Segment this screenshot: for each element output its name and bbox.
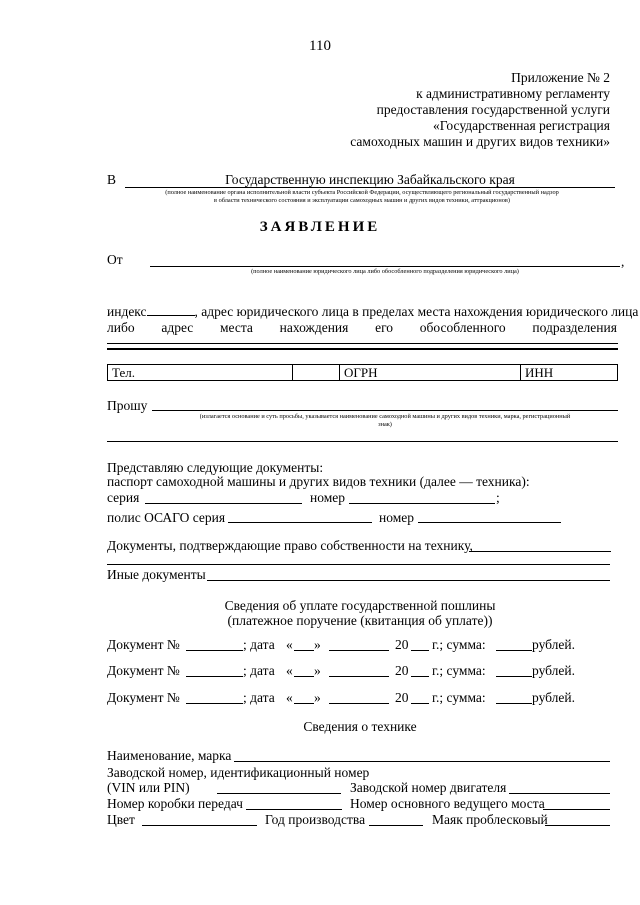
request-note-2: знак) bbox=[378, 421, 392, 428]
request-note-1: (излагается основание и суть просьбы, указывается наименование самоходной машины и других видов техники, марка, регистрационный bbox=[199, 413, 571, 420]
index-label: индекс bbox=[107, 304, 147, 319]
from-note: (полное наименование юридического лица либо обособленного подразделения юридического лица) bbox=[251, 268, 519, 275]
doc-label: Документ № bbox=[107, 663, 180, 678]
factory-label: Заводской номер, идентификационный номер bbox=[107, 765, 370, 780]
open-quote: « bbox=[286, 690, 293, 705]
address-text: , адрес юридического лица в пределах места нахождения юридического лица bbox=[194, 304, 639, 319]
tech-title: Сведения о технике bbox=[303, 719, 417, 734]
ownership-label: Документы, подтверждающие право собственности на технику, bbox=[107, 538, 473, 553]
open-quote: « bbox=[286, 637, 293, 652]
sum-field[interactable] bbox=[496, 676, 532, 677]
appendix-line: самоходных машин и других видов техники» bbox=[350, 134, 610, 149]
osago-number-label: номер bbox=[379, 510, 415, 525]
close-quote: » bbox=[314, 690, 321, 705]
doc-number-field[interactable] bbox=[186, 650, 243, 651]
month-field[interactable] bbox=[329, 703, 389, 704]
day-field[interactable] bbox=[294, 650, 314, 651]
date-label: ; дата bbox=[243, 637, 275, 652]
sum-field[interactable] bbox=[496, 703, 532, 704]
index-field[interactable] bbox=[147, 304, 195, 316]
rub-label: рублей. bbox=[532, 637, 576, 652]
passport-number-field[interactable] bbox=[349, 503, 495, 504]
address-word: либо bbox=[107, 320, 135, 335]
ogrn-cell[interactable] bbox=[340, 365, 521, 381]
address-word: нахождения bbox=[279, 320, 349, 335]
year-prefix: 20 bbox=[395, 637, 409, 652]
doc-number-field[interactable] bbox=[186, 676, 243, 677]
color-label: Цвет bbox=[107, 812, 135, 827]
vin-field[interactable] bbox=[217, 793, 341, 794]
address-word: его bbox=[375, 320, 394, 335]
page-number: 110 bbox=[309, 38, 331, 54]
date-label: ; дата bbox=[243, 663, 275, 678]
address-line-1 bbox=[107, 304, 638, 320]
production-year-field[interactable] bbox=[369, 825, 423, 826]
tel-extra-cell[interactable] bbox=[293, 365, 340, 381]
month-field[interactable] bbox=[329, 650, 389, 651]
rub-label: рублей. bbox=[532, 663, 576, 678]
engine-field[interactable] bbox=[509, 793, 610, 794]
osago-number-field[interactable] bbox=[418, 522, 561, 523]
open-quote: « bbox=[286, 663, 293, 678]
other-docs-field[interactable] bbox=[207, 580, 610, 581]
close-quote: » bbox=[314, 637, 321, 652]
tech-name-field[interactable] bbox=[234, 761, 610, 762]
to-note-1: (полное наименование органа исполнительной власти субъекта Российской Федерации, осуществляющего региональный государственный надзор bbox=[165, 189, 559, 196]
appendix-line: к административному регламенту bbox=[416, 86, 610, 101]
document-title: ЗАЯВЛЕНИЕ bbox=[259, 219, 381, 235]
inn-cell[interactable] bbox=[521, 365, 618, 381]
from-comma: , bbox=[621, 254, 625, 269]
axle-label: Номер основного ведущего моста bbox=[350, 796, 545, 811]
gearbox-label: Номер коробки передач bbox=[107, 796, 243, 811]
day-field[interactable] bbox=[294, 703, 314, 704]
payment-subtitle: (платежное поручение (квитанция об уплате)) bbox=[227, 613, 493, 628]
ownership-field-2[interactable] bbox=[107, 564, 610, 565]
appendix-line: предоставления государственной услуги bbox=[376, 102, 610, 117]
documents-intro: Представляю следующие документы: bbox=[107, 460, 324, 475]
tel-label: Тел. bbox=[112, 365, 135, 380]
to-note-2: в области технического состояния и эксплуатации самоходных машин и других видов техники, аттракционов) bbox=[214, 197, 510, 204]
year-label: Год производства bbox=[265, 812, 366, 827]
semicolon: ; bbox=[496, 490, 500, 505]
request-field[interactable] bbox=[152, 410, 618, 411]
appendix-line: «Государственная регистрация bbox=[433, 118, 610, 133]
contacts-table bbox=[107, 364, 618, 381]
axle-field[interactable] bbox=[543, 809, 610, 810]
year-field[interactable] bbox=[411, 676, 429, 677]
address-word: подразделения bbox=[532, 320, 617, 335]
beacon-field[interactable] bbox=[545, 825, 610, 826]
payment-title: Сведения об уплате государственной пошлины bbox=[224, 598, 496, 613]
to-value: Государственную инспекцию Забайкальского края bbox=[225, 172, 515, 187]
year-field[interactable] bbox=[411, 650, 429, 651]
to-underline[interactable] bbox=[125, 187, 615, 188]
rub-label: рублей. bbox=[532, 690, 576, 705]
sum-label: г.; сумма: bbox=[432, 637, 486, 652]
inn-label: ИНН bbox=[525, 365, 554, 380]
vin-label: (VIN или PIN) bbox=[107, 780, 190, 795]
doc-label: Документ № bbox=[107, 690, 180, 705]
series-field[interactable] bbox=[145, 503, 302, 504]
tech-name-label: Наименование, марка bbox=[107, 748, 232, 763]
from-field[interactable] bbox=[150, 266, 620, 267]
address-line-2 bbox=[107, 320, 617, 336]
ogrn-label: ОГРН bbox=[344, 365, 378, 380]
engine-label: Заводской номер двигателя bbox=[350, 780, 507, 795]
sum-label: г.; сумма: bbox=[432, 663, 486, 678]
date-label: ; дата bbox=[243, 690, 275, 705]
appendix-line: Приложение № 2 bbox=[511, 70, 610, 85]
address-field-1[interactable] bbox=[107, 343, 618, 344]
passport-text: паспорт самоходной машины и других видов техники (далее — техника): bbox=[107, 474, 530, 489]
close-quote: » bbox=[314, 663, 321, 678]
month-field[interactable] bbox=[329, 676, 389, 677]
number-label: номер bbox=[310, 490, 346, 505]
from-label: От bbox=[107, 252, 123, 267]
address-field-2[interactable] bbox=[107, 348, 618, 350]
beacon-label: Маяк проблесковый bbox=[432, 812, 548, 827]
address-word: адрес bbox=[161, 320, 194, 335]
other-docs-label: Иные документы bbox=[107, 567, 206, 582]
year-prefix: 20 bbox=[395, 690, 409, 705]
series-label: серия bbox=[107, 490, 140, 505]
sum-field[interactable] bbox=[496, 650, 532, 651]
request-label: Прошу bbox=[107, 398, 148, 413]
request-field-2[interactable] bbox=[107, 441, 618, 442]
tel-cell[interactable] bbox=[108, 365, 293, 381]
osago-label: полис ОСАГО серия bbox=[107, 510, 226, 525]
gearbox-field[interactable] bbox=[246, 809, 342, 810]
doc-label: Документ № bbox=[107, 637, 180, 652]
day-field[interactable] bbox=[294, 676, 314, 677]
osago-series-field[interactable] bbox=[228, 522, 372, 523]
sum-label: г.; сумма: bbox=[432, 690, 486, 705]
to-label: В bbox=[107, 172, 117, 187]
address-word: места bbox=[220, 320, 253, 335]
year-field[interactable] bbox=[411, 703, 429, 704]
year-prefix: 20 bbox=[395, 663, 409, 678]
ownership-field[interactable] bbox=[469, 551, 611, 552]
appendix-header bbox=[350, 70, 610, 150]
color-field[interactable] bbox=[142, 825, 257, 826]
address-word: обособленного bbox=[419, 320, 506, 335]
doc-number-field[interactable] bbox=[186, 703, 243, 704]
